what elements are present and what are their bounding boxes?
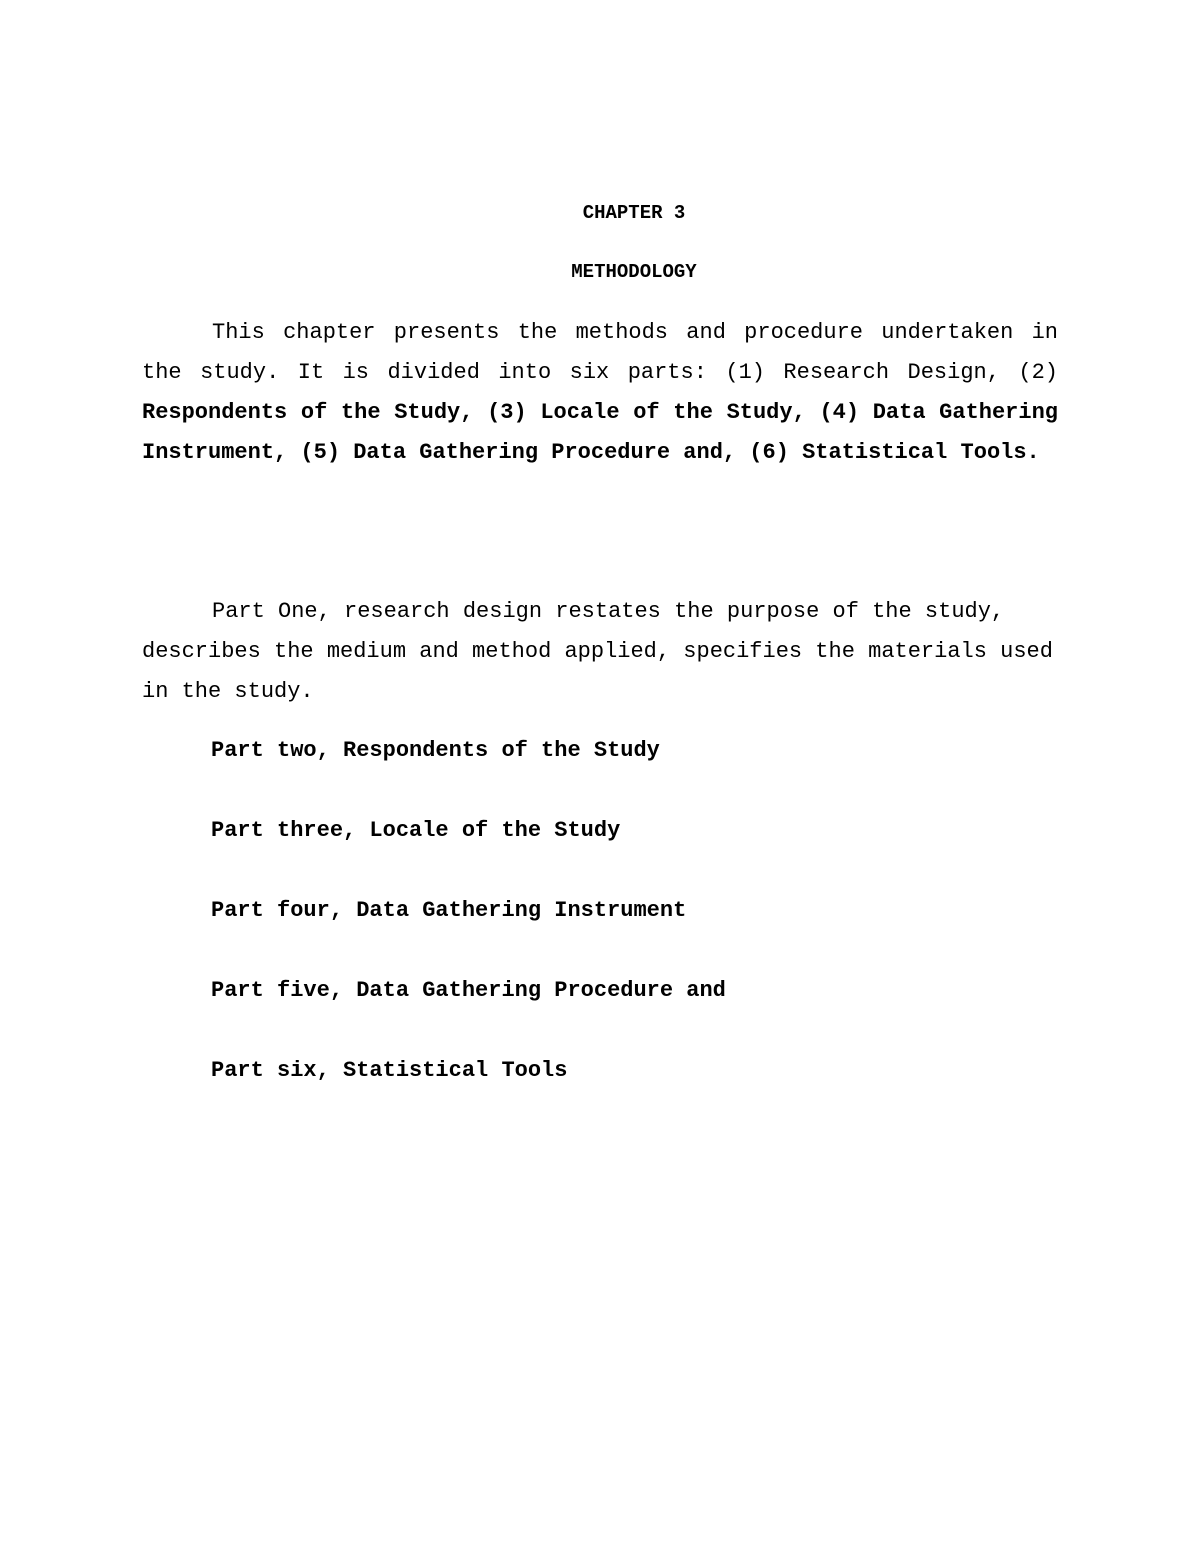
intro-paragraph xyxy=(142,313,1058,473)
chapter-heading: CHAPTER 3 xyxy=(582,202,686,224)
intro-text-plain: This chapter presents the methods and procedure undertaken in the study. It is divided into six parts: (1) Research Design, (2) xyxy=(142,320,1058,385)
chapter-title: METHODOLOGY xyxy=(571,261,697,283)
part-four-line: Part four, Data Gathering Instrument xyxy=(211,898,687,923)
part-one-paragraph: Part One, research design restates the purpose of the study, describes the medium and method applied, specifies the materials used in the study. xyxy=(142,599,1053,704)
part-three-line: Part three, Locale of the Study xyxy=(211,818,621,843)
part-five-line: Part five, Data Gathering Procedure and xyxy=(211,978,726,1003)
intro-text-bold: Respondents of the Study, (3) Locale of the Study, (4) Data Gathering Instrument, (5) Data Gathering Procedure and, (6) Statistical Tools. xyxy=(142,400,1058,465)
part-two-line: Part two, Respondents of the Study xyxy=(211,738,660,763)
part-six-line: Part six, Statistical Tools xyxy=(211,1058,568,1083)
